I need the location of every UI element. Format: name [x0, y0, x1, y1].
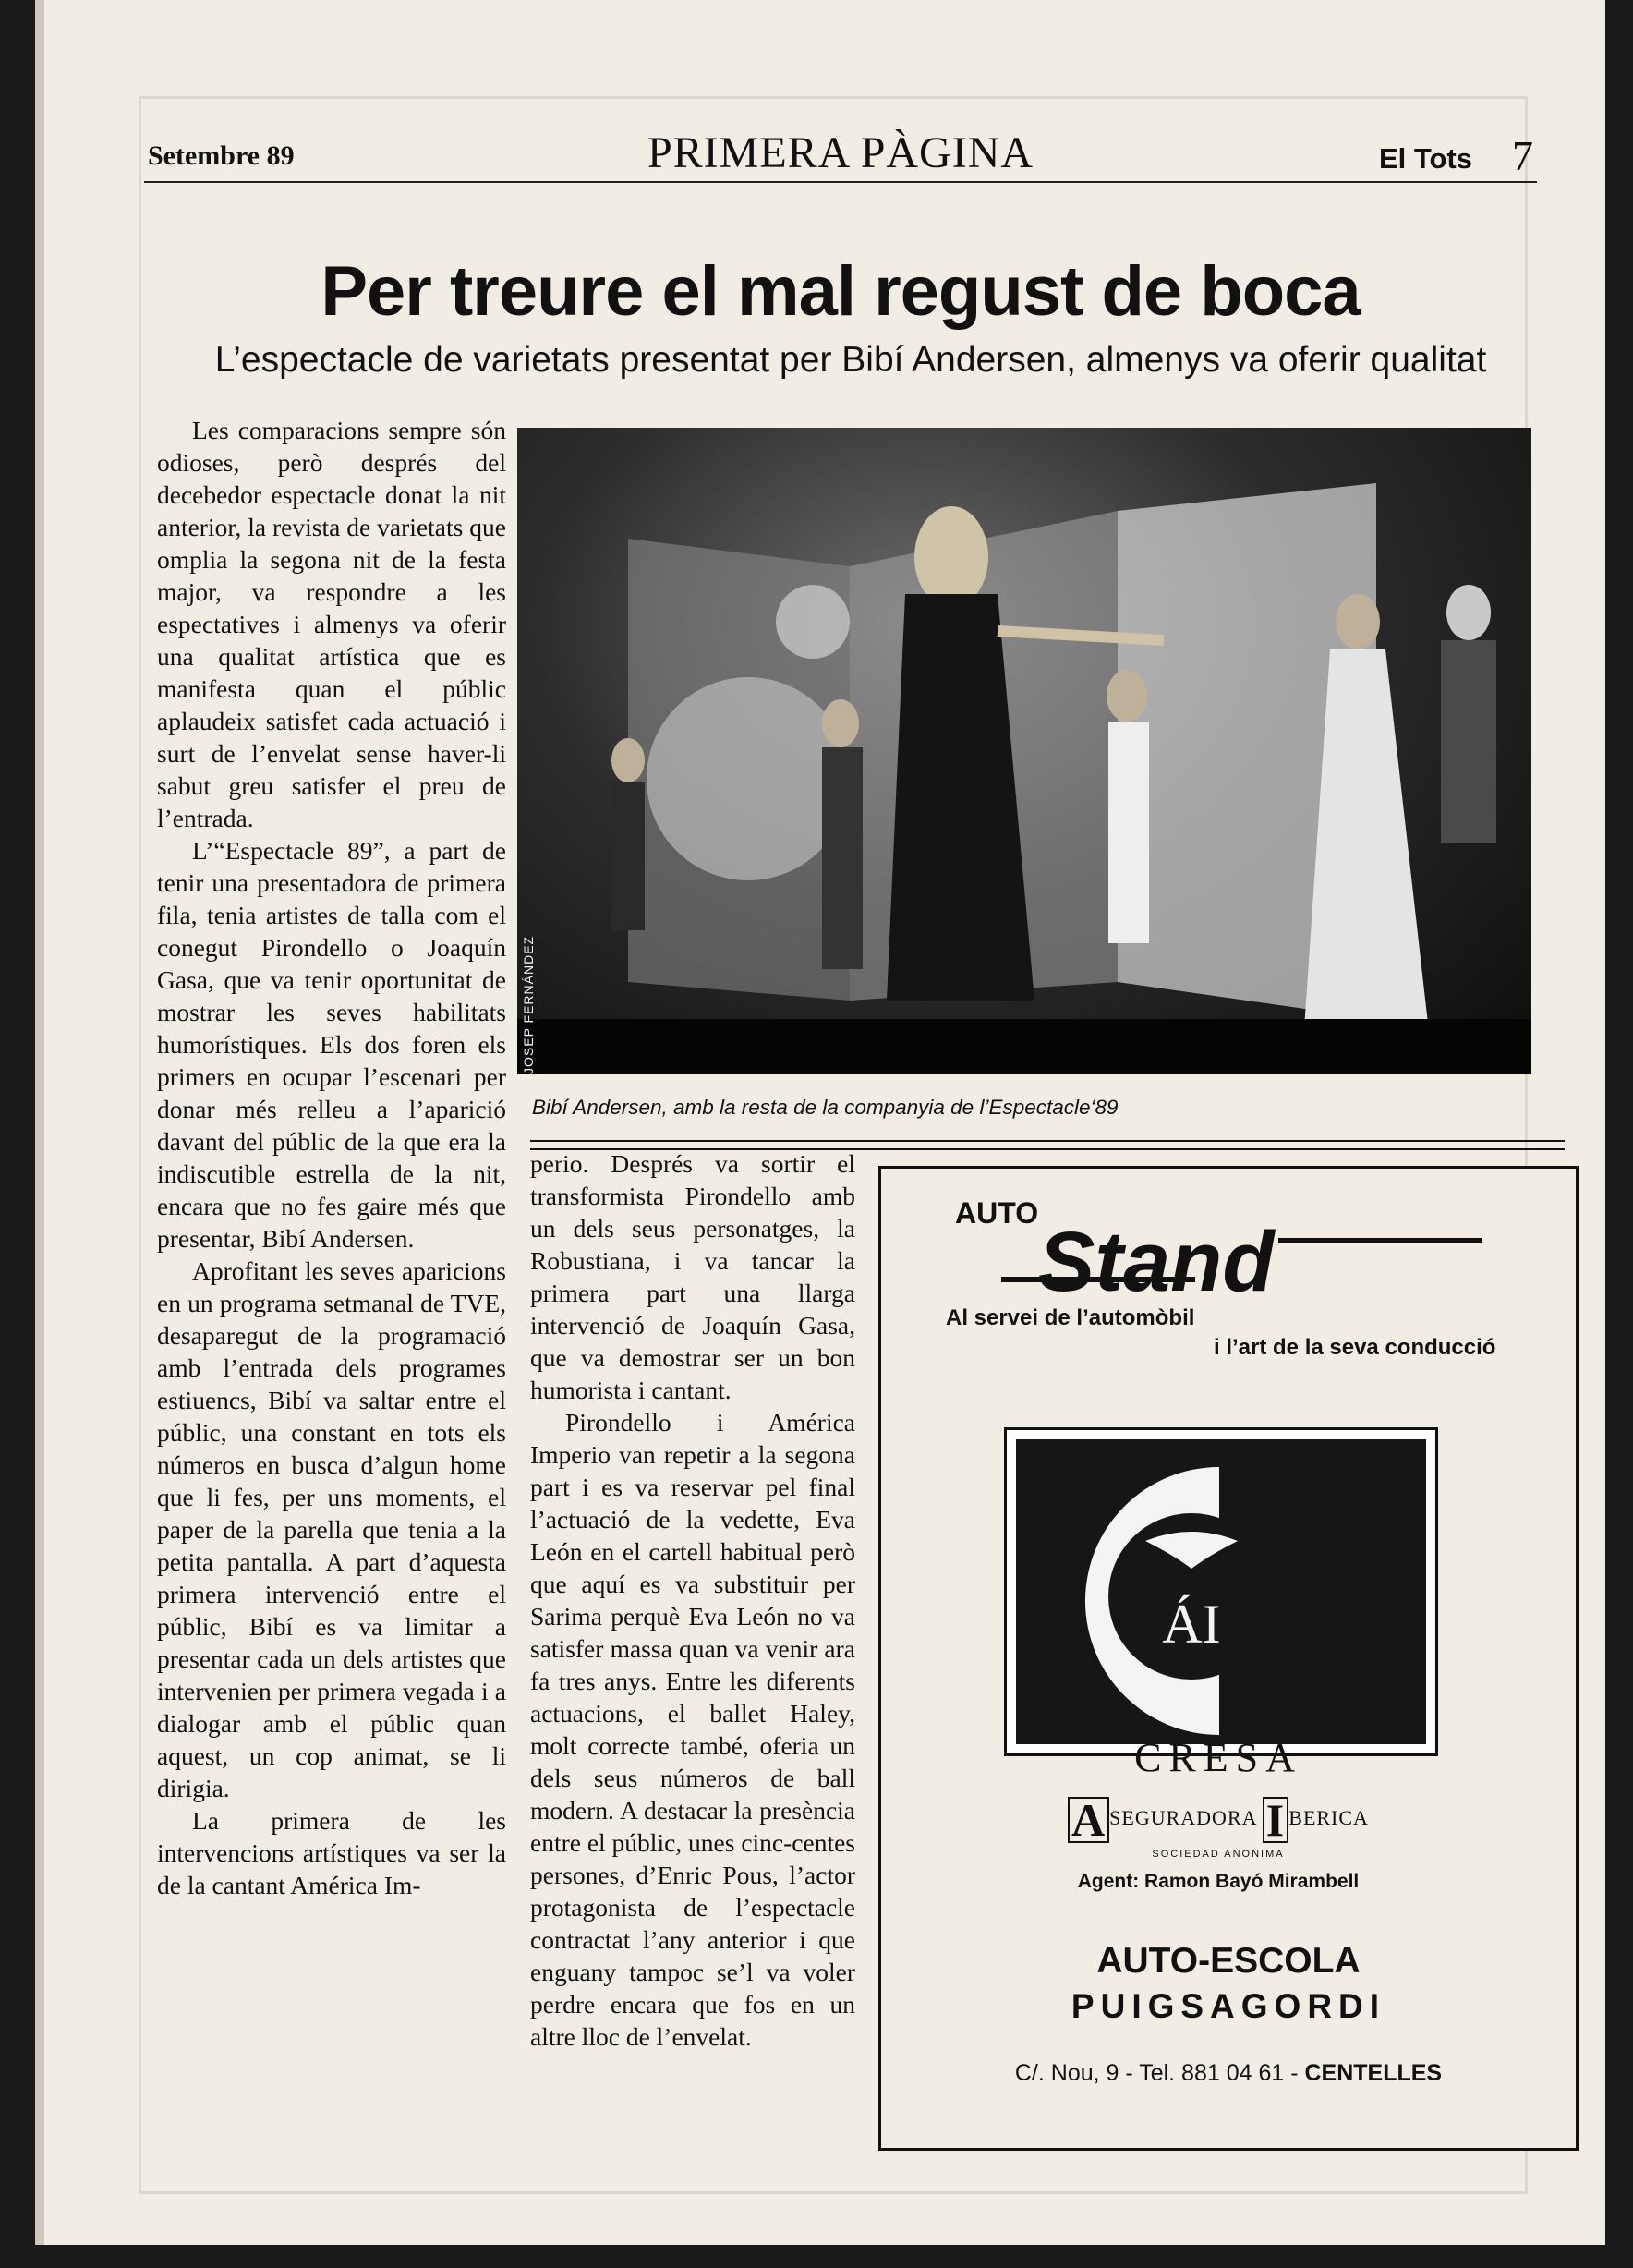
paragraph: Aprofitant les seves aparicions en un programa setmanal de TVE, desaparegut de la programació amb l’entrada dels programes estiuencs, Bibí va saltar entre el públic, una constant en tots els números en busca d’algun home que li fes, per uns moments, el paper de la parella que tenia a la petita pantalla. A part d’aquesta primera intervenció entre el públic, Bibí es va limitar a presentar cada un dels artistes que intervenien per primera vegada i a dialogar amb el públic quan aquest, un cop animat, se li dirigia. [157, 1256, 506, 1802]
ad-address [881, 2060, 1576, 2087]
newspaper-page [35, 0, 1605, 2245]
stand-wordmark: Stand [1038, 1222, 1275, 1305]
issue-date: Setembre 89 [148, 140, 295, 171]
article-subheadline: L’espectacle de varietats presentat per Bibí Andersen, almenys va oferir qualitat [214, 340, 1487, 380]
agent-name: Agent: Ramon Bayó Mirambell [1077, 1871, 1360, 1892]
page-number: 7 [1512, 132, 1533, 179]
publication-name: El Tots [1378, 142, 1472, 175]
ad-tagline-2: i l’art de la seva conducció [1214, 1335, 1496, 1360]
paragraph: Les comparacions sempre són odioses, però després del decebedor espectacle donat la nit anterior, la revista de varietats que omplia la segona nit de la festa major, va respondre a les espectatives i almenys va oferir una qualitat artística que es manifesta quan el públic aplaudeix satisfet cada actuació i surt de l’envelat sense haver-li sabut greu satisfer el preu de l’entrada. [157, 416, 506, 832]
section-title: PRIMERA PÀGINA [647, 128, 1034, 177]
article-photo [517, 428, 1531, 1074]
article-headline: Per treure el mal regust de boca [321, 252, 1361, 331]
cresa-emblem [1007, 1430, 1435, 1753]
ad-auto-label: AUTO [955, 1196, 1039, 1230]
aseguradora-iberica [1004, 1794, 1433, 1846]
address-town: CENTELLES [1304, 2060, 1443, 2086]
page-header [144, 127, 1537, 183]
cresa-name: CRESA [1134, 1735, 1302, 1780]
page-spine [35, 0, 44, 2245]
photo-caption: Bibí Andersen, amb la resta de la companyia de l’Espectacle‘89 [532, 1096, 1119, 1119]
advertisement [878, 1166, 1579, 2151]
stand-logo [1001, 1222, 1491, 1305]
article-column-2 [530, 1147, 855, 2053]
iberica-word: BERICA [1288, 1806, 1369, 1829]
address-street-phone: C/. Nou, 9 - Tel. 881 04 61 - [1014, 2060, 1305, 2086]
ad-tagline-1: Al servei de l’automòbil [946, 1305, 1195, 1330]
logo-letters: ÁI [1162, 1594, 1221, 1655]
puigsagordi-title: PUIGSAGORDI [1071, 1987, 1386, 2025]
paragraph: Pirondello i América Imperio van repetir a la segona part i es va reservar pel final l’actuació de la vedette, Eva León en el cartell habitual però que aquí es va substituir per Sarima perquè Eva León no va satisfer massa quan va venir ara fa tres anys. Entre les diferents actuacions, el ballet Haley, molt correcte també, oferia un dels seus números de ball modern. A destacar la presència entre el públic, unes cinc-centes persones, d’Enric Pous, l’actor protagonista de l’espectacle contractat l’any anterior i que enguany tampoc se’l va voler perdre encara que fos en un altre lloc de l’envelat. [530, 1408, 855, 2051]
aseguradora-initial: A [1068, 1797, 1109, 1843]
stage-photo-illustration [517, 428, 1531, 1074]
auto-escola-title: AUTO-ESCOLA [1096, 1941, 1361, 1981]
sociedad-anonima: SOCIEDAD ANONIMA [1152, 1849, 1285, 1860]
article-column-1 [157, 414, 506, 1901]
paragraph: L’“Espectacle 89”, a part de tenir una presentadora de primera fila, tenia artistes de talla com el conegut Pirondello o Joaquín Gasa, que va tenir oportunitat de mostrar les seves habilitats humorístiques. Els dos foren els primers en ocupar l’escenari per donar més relleu a l’aparició davant del públic de la que era la indiscutible estrella de la nit, encara que no fes gaire més que presentar, Bibí Andersen. [157, 836, 506, 1253]
aseguradora-word: SEGURADORA [1109, 1806, 1257, 1829]
photo-credit: JOSEP FERNÁNDEZ [521, 935, 536, 1074]
paragraph: perio. Després va sortir el transformista Pirondello amb un dels seus personatges, la Robustiana, i va tancar la primera part una llarga intervenció de Joaquín Gasa, que va demostrar ser un bon humorista i cantant. [530, 1149, 855, 1404]
cresa-logo [1004, 1427, 1438, 1756]
iberica-initial: I [1263, 1797, 1288, 1843]
paragraph: La primera de les intervencions artístiques va ser la de la cantant América Im- [157, 1806, 506, 1899]
